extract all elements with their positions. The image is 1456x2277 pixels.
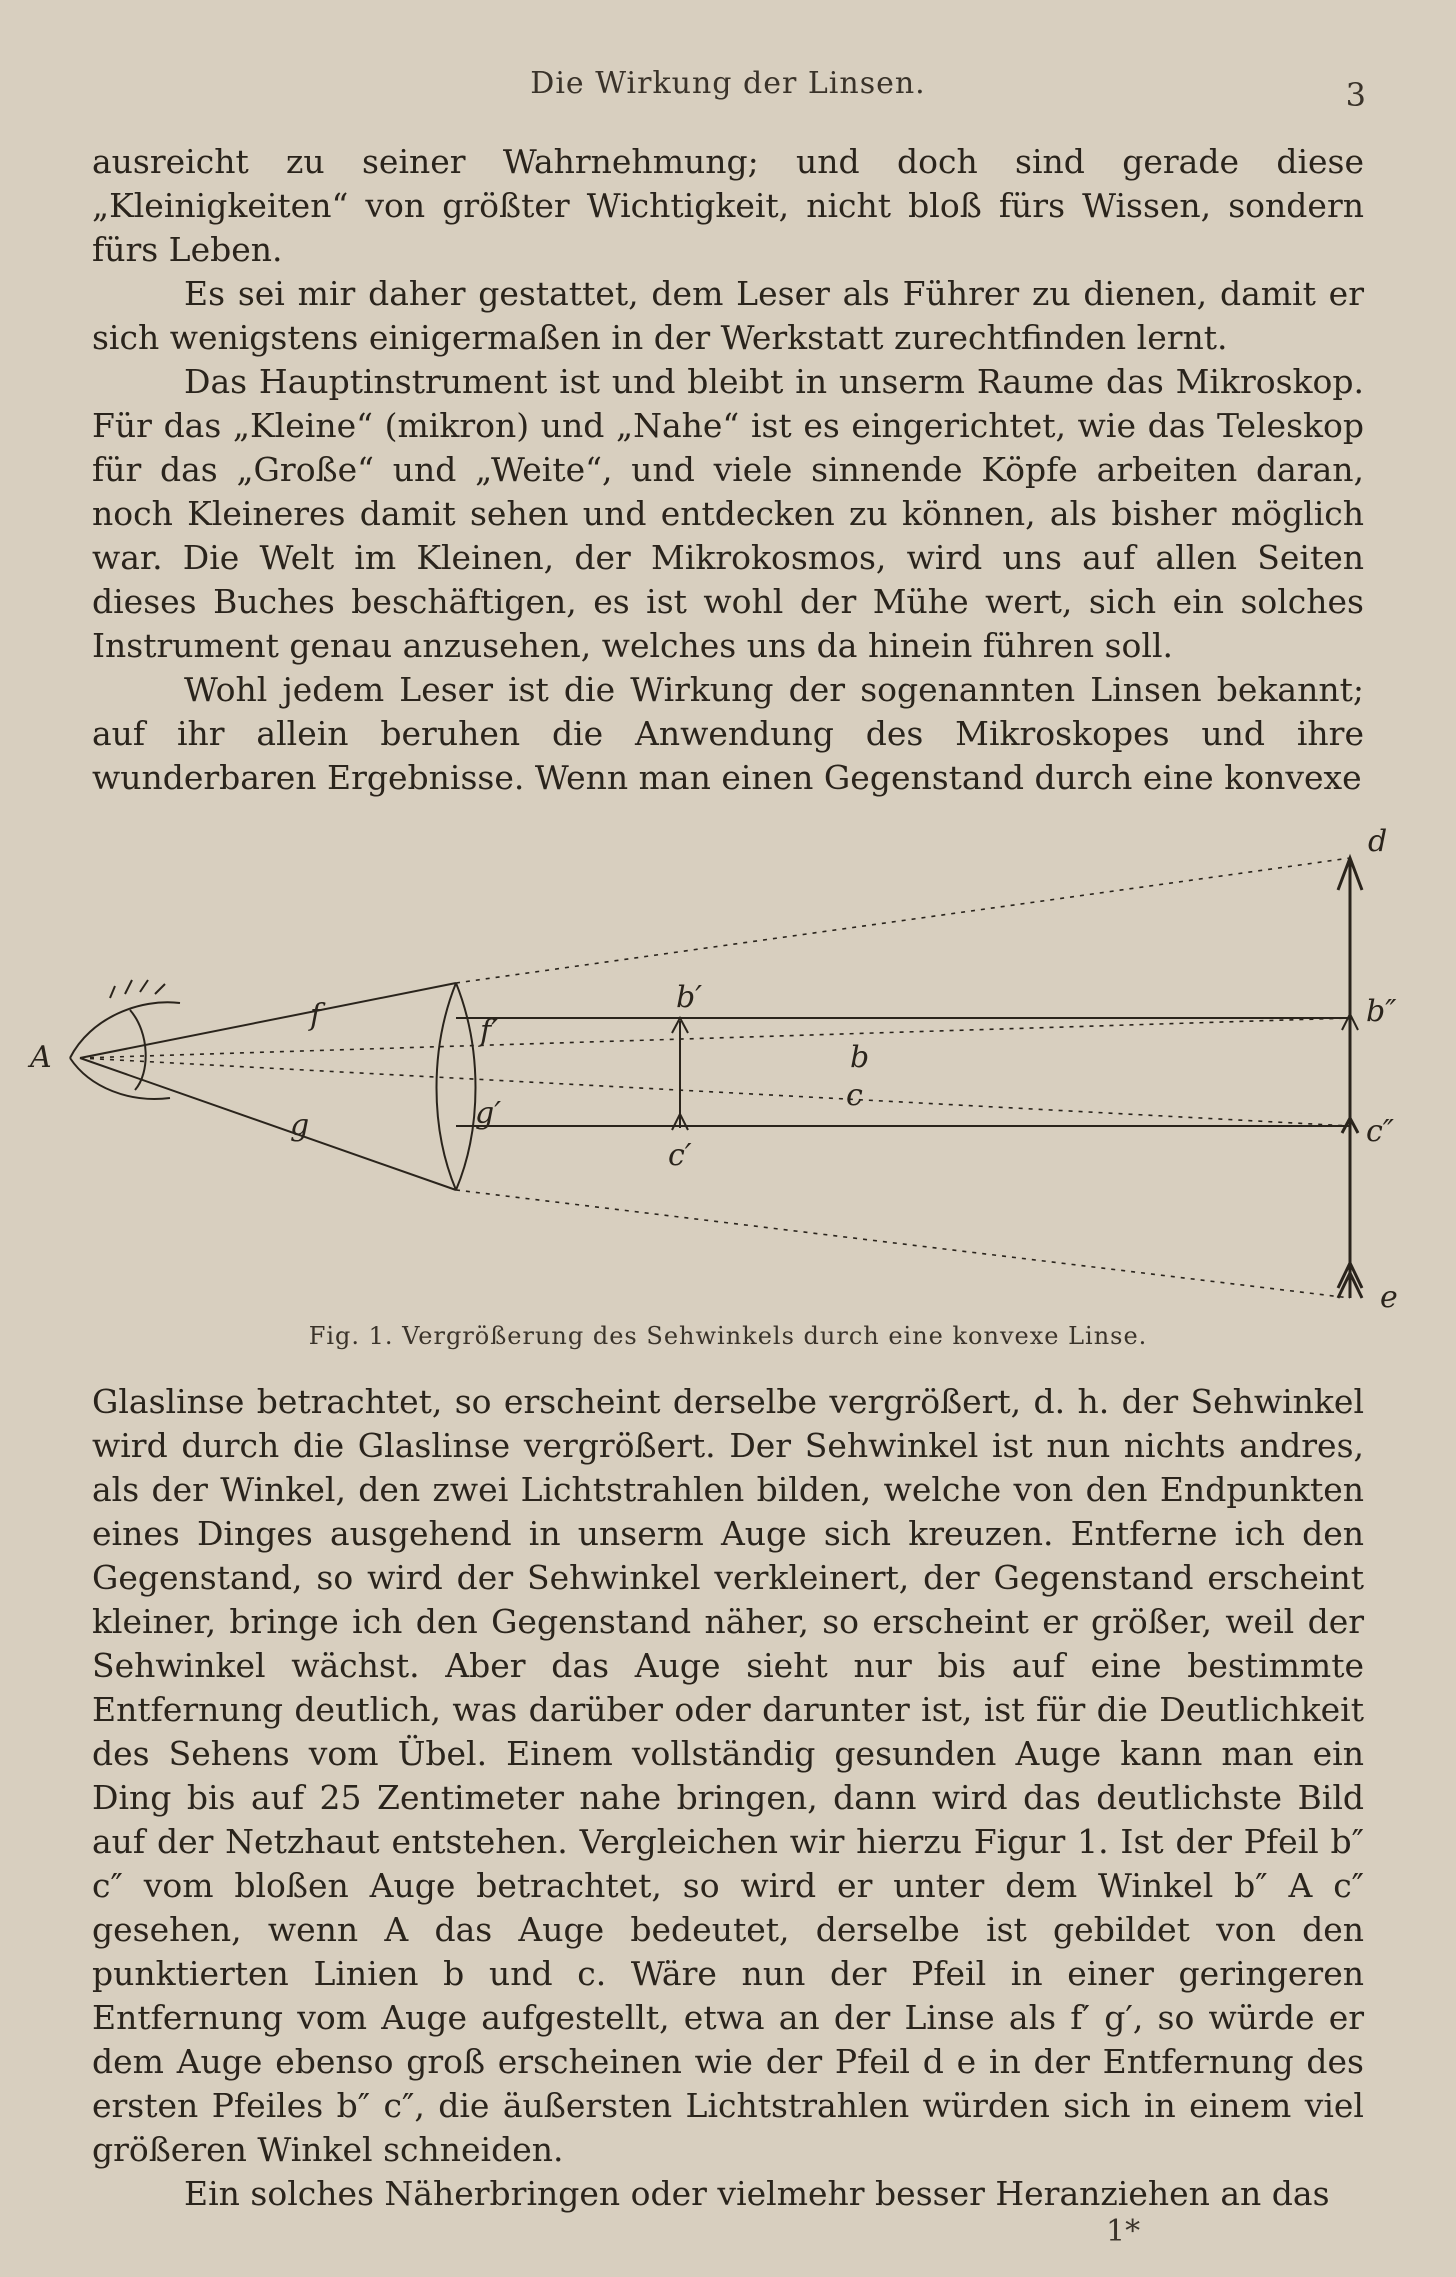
label-g-prime: g′ [475, 1096, 502, 1131]
ray-g [80, 1058, 456, 1190]
label-f: f [310, 998, 322, 1033]
label-b-prime: b′ [676, 980, 703, 1015]
paragraph: Es sei mir daher gestattet, dem Leser als Führer zu dienen, damit er sich wenigstens einigermaßen in der Werkstatt zurechtfinden lernt. [92, 274, 1364, 357]
figure-caption: Fig. 1. Vergrößerung des Sehwinkels durch eine konvexe Linse. [308, 1322, 1148, 1350]
paragraph: Glaslinse betrachtet, so erscheint derselbe vergrößert, d. h. der Sehwinkel wird durch die Glaslinse vergrößert. Der Sehwinkel ist nun nichts andres, als der Winkel, den zwei Lichtstrahlen bilden, welche von den Endpunkten eines Dinges ausgehend in unserm Auge sich kreuzen. Entferne ich den Gegenstand, so wird der Sehwinkel verkleinert, der Gegenstand erscheint kleiner, bringe ich den Gegenstand näher, so erscheint er größer, weil der Sehwinkel wächst. Aber das Auge sieht nur bis auf eine bestimmte Entfernung deutlich, was darüber oder darunter ist, ist für die Deutlichkeit des Sehens vom Übel. Einem vollständig gesunden Auge kann man ein Ding bis auf 25 Zentimeter nahe bringen, dann wird das deutlichste Bild auf der Netzhaut entstehen. Vergleichen wir hierzu Figur 1. Ist der Pfeil b″ c″ vom bloßen Auge betrachtet, so wird er unter dem Winkel b″ A c″ gesehen, wenn A das Auge bedeutet, derselbe ist gebildet von den punktierten Linien b und c. Wäre nun der Pfeil in einer geringeren Entfernung vom Auge aufgestellt, etwa an der Linse als f′ g′, so würde er dem Auge ebenso groß erscheinen wie der Pfeil d e in der Entfernung des ersten Pfeiles b″ c″, die äußersten Lichtstrahlen würden sich in einem viel größeren Winkel schneiden. [92, 1382, 1364, 2169]
label-d: d [1368, 824, 1388, 859]
label-c: c [846, 1078, 863, 1113]
paragraph: Das Hauptinstrument ist und bleibt in unserm Raume das Mikroskop. Für das „Kleine“ (mikron) und „Nahe“ ist es eingerichtet, wie das Teleskop für das „Große“ und „Weite“, und viele sinnende Köpfe arbeiten daran, noch Kleineres damit sehen und entdecken zu können, als bisher möglich war. Die Welt im Kleinen, der Mikrokosmos, wird uns auf allen Seiten dieses Buches beschäftigen, es ist wohl der Mühe wert, sich ein solches Instrument genau anzusehen, welches uns da hinein führen soll. [92, 362, 1364, 665]
dotted-ray-e [456, 1190, 1350, 1298]
paragraph: Wohl jedem Leser ist die Wirkung der sogenannten Linsen bekannt; auf ihr allein beruhen die Anwendung des Mikroskopes und ihre wunderbaren Ergebnisse. Wenn man einen Gegenstand durch eine konvexe [92, 670, 1364, 797]
running-title: Die Wirkung der Linsen. [530, 66, 926, 101]
paragraph: ausreicht zu seiner Wahrnehmung; und doch sind gerade diese „Kleinigkeiten“ von größter Wichtigkeit, nicht bloß fürs Wissen, sondern fürs Leben. [92, 142, 1364, 269]
text-block-top [92, 140, 1364, 800]
dotted-ray-d [456, 858, 1350, 983]
label-b: b [850, 1040, 870, 1075]
label-b-double: b″ [1366, 994, 1397, 1029]
text-block-bottom [92, 1380, 1364, 2216]
label-c-double: c″ [1366, 1114, 1395, 1149]
eye-lower-lid [70, 1058, 170, 1099]
paragraph: Ein solches Näherbringen oder vielmehr besser Heranziehen an das [184, 2174, 1330, 2213]
dotted-ray-c [80, 1058, 1350, 1126]
running-head [0, 62, 1456, 112]
lens-diagram [20, 818, 1440, 1318]
page-number: 3 [1345, 76, 1366, 114]
label-A: A [30, 1040, 52, 1075]
lens-right-face [456, 983, 476, 1190]
label-g: g [290, 1108, 310, 1143]
dotted-ray-b [80, 1018, 1350, 1058]
label-e: e [1380, 1280, 1398, 1315]
lens-diagram-drawing [20, 818, 1440, 1318]
lens-left-face [437, 983, 457, 1190]
label-f-prime: f′ [480, 1014, 498, 1049]
eye-lashes [110, 980, 165, 998]
signature-mark: 1* [1106, 2214, 1141, 2249]
label-c-prime: c′ [668, 1138, 692, 1173]
